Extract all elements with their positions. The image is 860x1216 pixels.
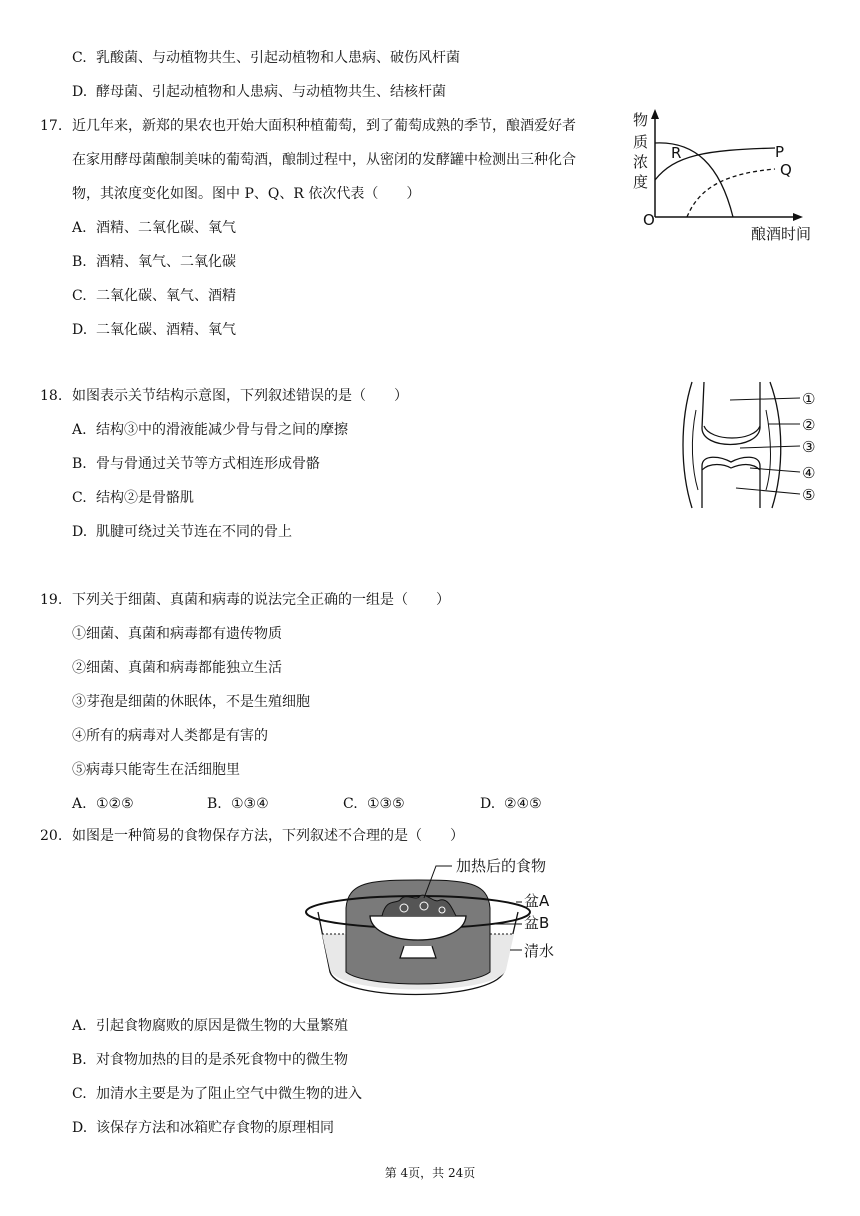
q18-number: 18. [40, 388, 63, 404]
leader-5 [736, 488, 800, 494]
marker-1: ① [802, 390, 816, 408]
q17-option-c: C. 二氧化碳、氧气、酒精 [72, 288, 236, 304]
q19-option-d: D. ②④⑤ [480, 796, 542, 812]
leader-4 [750, 468, 800, 472]
y-label-4: 度 [633, 173, 649, 191]
q17-stem-line2: 在家用酵母菌酿制美味的葡萄酒，酿制过程中，从密闭的发酵罐中检测出三种化合 [72, 152, 576, 168]
q17-option-d: D. 二氧化碳、酒精、氧气 [72, 322, 236, 338]
q20-food-preservation-figure [300, 852, 570, 1008]
q17-stem-line3: 物，其浓度变化如图。图中 P、Q、R 依次代表（ ） [72, 186, 421, 202]
marker-5: ⑤ [802, 486, 816, 504]
curve-p-label: P [775, 143, 785, 161]
q18-option-b: B. 骨与骨通过关节等方式相连形成骨骼 [72, 456, 320, 472]
marker-2: ② [802, 416, 816, 434]
q19-statement-5: ⑤病毒只能寄生在活细胞里 [72, 762, 240, 778]
q17-option-b: B. 酒精、氧气、二氧化碳 [72, 254, 236, 270]
capsule-inner-left [692, 410, 698, 490]
q18-option-d: D. 肌腱可绕过关节连在不同的骨上 [72, 524, 292, 540]
q18-stem: 如图表示关节结构示意图，下列叙述错误的是（ ） [72, 388, 408, 404]
q20-option-a: A. 引起食物腐败的原因是微生物的大量繁殖 [72, 1018, 348, 1034]
q20-option-b: B. 对食物加热的目的是杀死食物中的微生物 [72, 1052, 348, 1068]
articular-cartilage-lower [702, 465, 760, 471]
x-axis-arrow [793, 213, 803, 221]
marker-3: ③ [802, 438, 816, 456]
joint-outer-left [683, 382, 692, 508]
y-axis-arrow [651, 109, 659, 119]
q20-number: 20. [40, 828, 63, 844]
q19-number: 19. [40, 592, 63, 608]
q18-option-a: A. 结构③中的滑液能减少骨与骨之间的摩擦 [72, 422, 348, 438]
bowl-foot [400, 946, 436, 958]
label-water: 清水 [524, 942, 555, 960]
q19-statement-3: ③芽孢是细菌的休眠体，不是生殖细胞 [72, 694, 310, 710]
q17-number: 17. [40, 118, 63, 134]
joint-outer-right [770, 382, 781, 508]
capsule-inner-right [766, 410, 771, 490]
prev-option-c: C. 乳酸菌、与动植物共生、引起动植物和人患病、破伤风杆菌 [72, 50, 460, 66]
origin-label: O [643, 211, 655, 229]
curve-r [655, 143, 733, 217]
q19-option-b: B. ①③④ [207, 796, 269, 812]
q17-stem-line1: 近几年来，新郑的果农也开始大面积种植葡萄，到了葡萄成熟的季节，酿酒爱好者 [72, 118, 576, 134]
label-basin-a: 盆A [524, 892, 550, 910]
q19-option-c: C. ①③⑤ [343, 796, 405, 812]
leader-1 [730, 398, 800, 400]
q17-option-a: A. 酒精、二氧化碳、氧气 [72, 220, 236, 236]
upper-bone [702, 382, 760, 445]
prev-option-d: D. 酵母菌、引起动植物和人患病、与动植物共生、结核杆菌 [72, 84, 446, 100]
curve-q-label: Q [780, 161, 792, 179]
y-label-1: 物 [633, 111, 649, 129]
marker-4: ④ [802, 464, 816, 482]
q20-stem: 如图是一种简易的食物保存方法，下列叙述不合理的是（ ） [72, 828, 464, 844]
y-label-3: 浓 [633, 153, 649, 171]
label-food: 加热后的食物 [456, 857, 547, 875]
curve-r-label: R [671, 144, 682, 162]
q20-option-c: C. 加清水主要是为了阻止空气中微生物的进入 [72, 1086, 362, 1102]
x-label: 酿酒时间 [751, 225, 812, 243]
q18-joint-figure [680, 380, 820, 510]
q18-option-c: C. 结构②是骨骼肌 [72, 490, 194, 506]
q19-statement-1: ①细菌、真菌和病毒都有遗传物质 [72, 626, 282, 642]
q19-statement-4: ④所有的病毒对人类都是有害的 [72, 728, 268, 744]
q17-concentration-figure [625, 105, 825, 245]
page-footer: 第 4页，共 24页 [384, 1166, 476, 1180]
articular-cartilage-upper [704, 426, 760, 438]
q19-statement-2: ②细菌、真菌和病毒都能独立生活 [72, 660, 282, 676]
y-label-2: 质 [633, 133, 649, 151]
q19-stem: 下列关于细菌、真菌和病毒的说法完全正确的一组是（ ） [72, 592, 450, 608]
label-basin-b: 盆B [524, 914, 550, 932]
q19-option-a: A. ①②⑤ [72, 796, 134, 812]
q20-option-d: D. 该保存方法和冰箱贮存食物的原理相同 [72, 1120, 334, 1136]
